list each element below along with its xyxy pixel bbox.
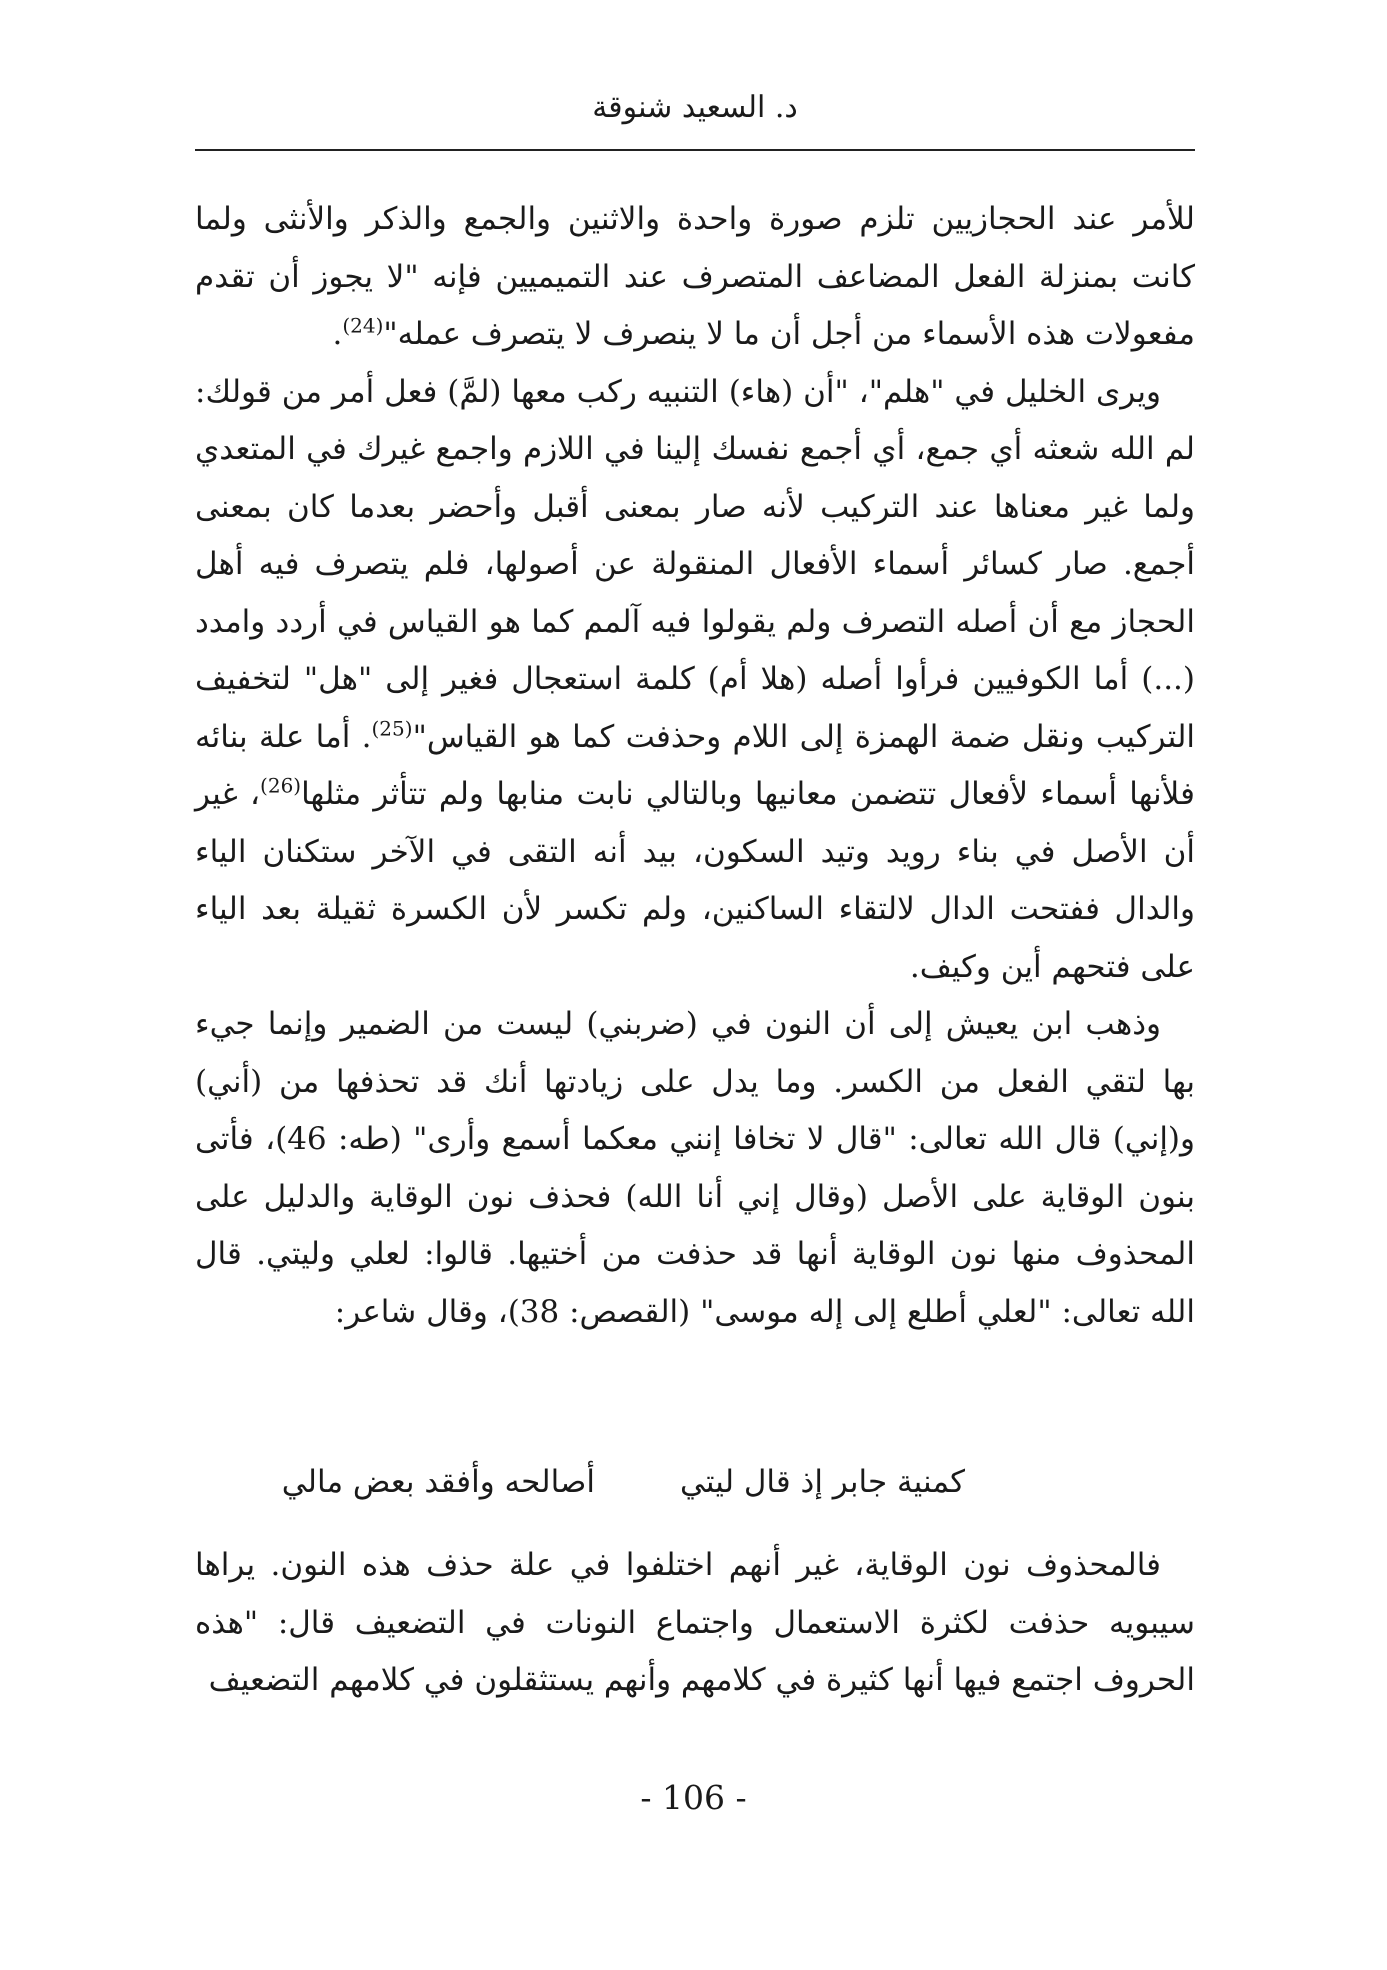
verse-first-hemistich: كمنية جابر إذ قال ليتي <box>680 1464 965 1500</box>
poetry-verse <box>195 1452 1195 1512</box>
paragraph-3 <box>195 996 1195 1341</box>
paragraph-3-text: وذهب ابن يعيش إلى أن النون في (ضربني) ليست من الضمير وإنما جيء بها لتقي الفعل من الكسر. وما يدل على زيادتها أنك قد تحذفها من (أني) و(إني) قال الله تعالى: "قال لا تخافا إنني معكما أسمع وأرى" (طه: 46)، فأتى بنون الوقاية على الأصل (وقال إني أنا الله) فحذف نون الوقاية والدليل على المحذوف منها نون الوقاية أنها قد حذفت من أختيها. قالوا: لعلي وليتي. قال الله تعالى: "لعلي أطلع إلى إله موسى" (القصص: 38)، وقال شاعر: <box>195 1006 1195 1330</box>
footnote-ref-24: (24) <box>342 313 384 338</box>
header-rule <box>195 149 1195 151</box>
paragraph-1-tail: . <box>332 316 343 352</box>
paragraph-2-tail: ، غير أن الأصل في بناء رويد وتيد السكون، بيد أنه التقى في الآخر ستكنان الياء والدال ففتحت الدال لالتقاء الساكنين، ولم تكسر لأن الكسرة ثقيلة بعد الياء على فتحهم أين وكيف. <box>195 776 1195 985</box>
paragraph-1 <box>195 191 1195 364</box>
paragraph-2-middle: . أما علة بنائه فلأنها أسماء لأفعال تتضمن معانيها وبالتالي نابت منابها ولم تتأثر مثلها <box>195 718 1195 812</box>
page-number: - 106 - <box>640 1778 747 1817</box>
running-header: د. السعيد شنوقة <box>592 90 798 125</box>
paragraph-4: فالمحذوف نون الوقاية، غير أنهم اختلفوا في علة حذف هذه النون. يراها سيبويه حذفت لكثرة الاستعمال واجتماع النونات في التضعيف قال: "هذه الحروف اجتمع فيها أنها كثيرة في كلامهم وأنهم يستثقلون في كلامهم التضعيف <box>195 1547 1195 1698</box>
paragraph-1-text: للأمر عند الحجازيين تلزم صورة واحدة والاثنين والجمع والذكر والأنثى ولما كانت بمنزلة الفعل المضاعف المتصرف عند التميميين فإنه "لا يجوز أن تقدم مفعولات هذه الأسماء من أجل أن ما لا ينصرف لا يتصرف عمله" <box>195 201 1195 352</box>
footnote-ref-25: (25) <box>371 716 413 741</box>
paragraph-2 <box>195 364 1195 997</box>
closing-text <box>195 1537 1195 1710</box>
verse-second-hemistich: أصالحه وأفقد بعض مالي <box>281 1464 595 1500</box>
paragraph-2-text: ويرى الخليل في "هلم"، "أن (هاء) التنبيه ركب معها (لمَّ) فعل أمر من قولك: لم الله شعثه أي جمع، أي أجمع نفسك إلينا في اللازم واجمع غيرك في المتعدي ولما غير معناها عند التركيب لأنه صار بمعنى أقبل وأحضر بعدما كان بمعنى أجمع. صار كسائر أسماء الأفعال المنقولة عن أصولها، فلم يتصرف فيه أهل الحجاز مع أن أصله التصرف ولم يقولوا فيه آلمم كما هو القياس في أردد وامدد (...) أما الكوفيين فرأوا أصله (هلا أم) كلمة استعجال فغير إلى "هل" لتخفيف التركيب ونقل ضمة الهمزة إلى اللام وحذفت كما هو القياس" <box>195 373 1195 755</box>
main-text <box>195 191 1195 1341</box>
footnote-ref-26: (26) <box>260 773 302 798</box>
